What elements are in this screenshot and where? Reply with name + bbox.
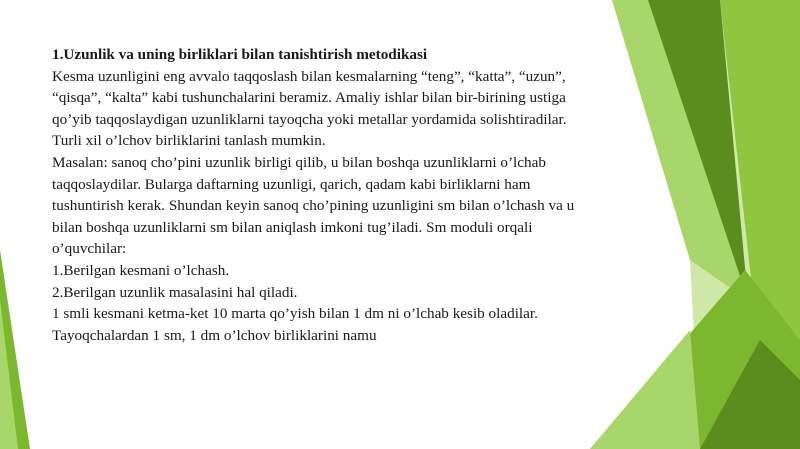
paragraph: Masalan: sanoq cho’pini uzunlik birligi qilib, u bilan boshqa uzunliklarni o’lchab taqqoslaydilar. Bularga daftarning uzunligi, qarich, qadam kabi birliklarni ham tushuntirish kerak. Shundan keyin sanoq cho’pining uzunligini sm bilan o’lchash va u bilan boshqa uzunliklarni sm bilan aniqlash imkoni tug’iladi. Sm moduli orqali o’quvchilar: — [52, 153, 575, 258]
decor-facet-bottom-light — [590, 330, 700, 449]
slide-title: 1.Uzunlik va uning birliklari bilan tanishtirish metodikasi — [52, 46, 428, 63]
slide-content — [52, 44, 592, 346]
list-item: 2.Berilgan uzunlik masalasini hal qiladi. — [52, 283, 298, 301]
paragraph: Tayoqchalardan 1 sm, 1 dm o’lchov birliklarini namu — [52, 326, 377, 344]
paragraph: 1 smli kesmani ketma-ket 10 marta qo’yish bilan 1 dm ni o’lchab kesib oladilar. — [52, 305, 538, 323]
paragraph: Kesma uzunligini eng avvalo taqqoslash bilan kesmalarning “teng”, “katta”, “uzun”, “qisqa”, “kalta” kabi tushunchalarini beramiz. Amaliy ishlar bilan bir-birining ustiga qo’yib taqqoslaydigan uzunliklarni tayoqcha yoki metallar yordamida solishtiradilar. Turli xil o’lchov birliklarini tanlash mumkin. — [52, 67, 567, 150]
list-item: 1.Berilgan kesmani o’lchash. — [52, 261, 230, 279]
